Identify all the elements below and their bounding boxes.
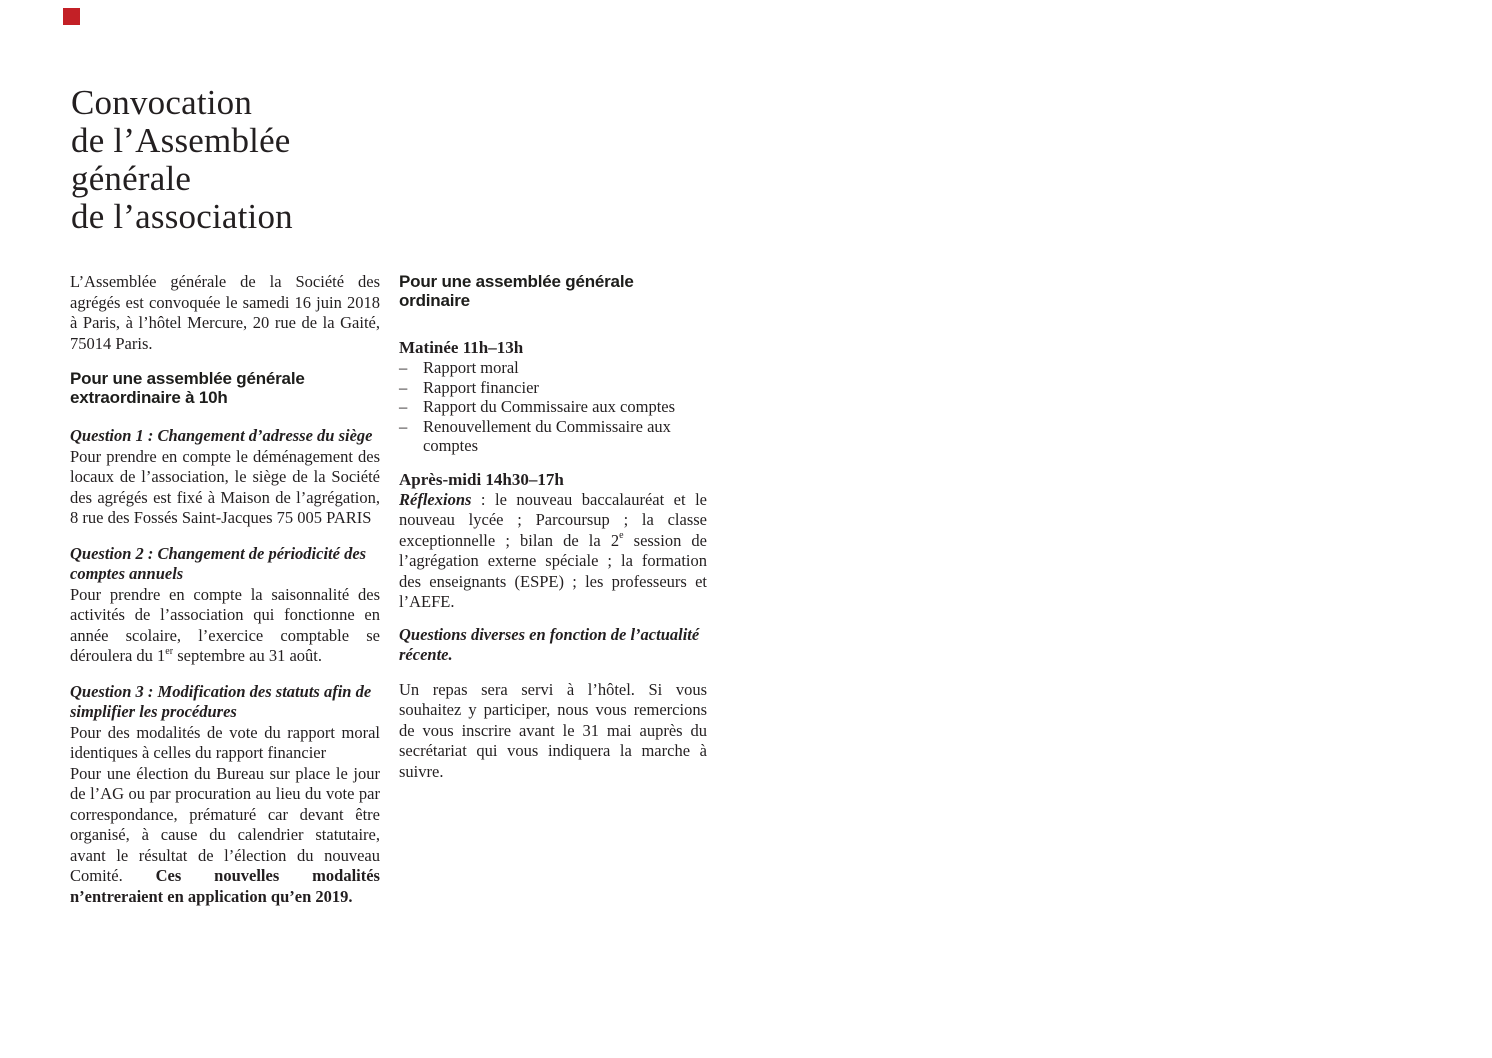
heading-line: ordinaire [399, 291, 470, 310]
agenda-item [399, 358, 707, 378]
afternoon-paragraph [399, 490, 707, 613]
heading-assemblee-ordinaire [399, 272, 707, 310]
question-3-body-text: Pour une élection du Bureau sur place le jour de l’AG ou par procuration au lieu du vote par correspondance, prématuré car devant être organisé, à cause du calendrier statutaire, avant le résultat de l’élection du nouveau Comité. [70, 763, 380, 885]
agenda-item-label: Rapport moral [423, 358, 519, 377]
reflexions-lead: Réflexions [399, 489, 472, 509]
morning-heading: Matinée 11h–13h [399, 338, 524, 357]
agenda-item-label: Renouvellement du Commissaire aux comptes [423, 416, 671, 455]
right-column [399, 272, 707, 922]
dash-bullet: – [399, 358, 408, 377]
left-column [70, 272, 380, 922]
page-title-line: de l’association [71, 197, 293, 236]
question-2-body [70, 585, 380, 667]
question-1-body: Pour prendre en compte le déménagement des locaux de l’association, le siège de la Société des agrégés est fixé à Maison de l’agrégation, 8 rue des Fossés Saint-Jacques 75 005 PARIS [70, 446, 380, 527]
question-2-block [70, 544, 380, 667]
question-3-bold-sentence: Ces nouvelles modalités n’entreraient en application qu’en 2019. [70, 866, 380, 906]
misc-questions-heading: Questions diverses en fonction de l’actualité récente. [399, 624, 700, 664]
ordinal-superscript: e [619, 530, 624, 541]
intro-paragraph: L’Assemblée générale de la Société des agrégés est convoquée le samedi 16 juin 2018 à Paris, à l’hôtel Mercure, 20 rue de la Gaité, 75014 Paris. [70, 272, 380, 353]
question-3-heading: Question 3 : Modification des statuts afin de simplifier les procédures [70, 681, 372, 721]
page-title-line: de l’Assemblée [71, 121, 291, 160]
agenda-item [399, 397, 707, 417]
heading-line: Pour une assemblée générale [399, 272, 634, 291]
agenda-item-label: Rapport du Commissaire aux comptes [423, 397, 676, 416]
question-3-body-paragraph-1: Pour des modalités de vote du rapport moral identiques à celles du rapport financier [70, 722, 380, 762]
heading-line: extraordinaire à 10h [70, 388, 228, 407]
ordinal-superscript: er [165, 645, 174, 657]
question-3-block [70, 682, 380, 908]
afternoon-text: : le nouveau baccalauréat et le nouveau lycée ; Parcoursup ; la classe exceptionnelle ; bilan de la 2 [399, 489, 707, 550]
question-2-heading: Question 2 : Changement de périodicité des comptes annuels [70, 543, 367, 583]
morning-agenda-list [399, 358, 707, 456]
afternoon-heading: Après-midi 14h30–17h [399, 469, 564, 489]
dash-bullet: – [399, 397, 408, 416]
question-1-heading: Question 1 : Changement d’adresse du siège [70, 426, 373, 445]
agenda-item [399, 378, 707, 398]
page-title [71, 84, 293, 236]
page-title-line: générale [71, 159, 192, 198]
dash-bullet: – [399, 377, 408, 397]
page-title-line: Convocation [71, 83, 253, 122]
question-1-block [70, 426, 380, 529]
agenda-item-label: Rapport financier [423, 377, 539, 397]
question-2-body-text: Pour prendre en compte la saisonnalité des activités de l’association qui fonctionne en année scolaire, l’exercice comptable se déroulera du 1 [70, 584, 380, 665]
dash-bullet: – [399, 416, 408, 436]
closing-paragraph: Un repas sera servi à l’hôtel. Si vous souhaitez y participer, nous vous remercions de vous inscrire avant le 31 mai auprès du secrétariat qui vous indiquera la marche à suivre. [399, 679, 707, 781]
agenda-item [399, 417, 707, 456]
afternoon-text: session de l’agrégation externe spéciale ; la formation des enseignants (ESPE) ; les professeurs et l’AEFE. [399, 530, 707, 611]
red-square-marker [63, 8, 80, 25]
heading-line: Pour une assemblée générale [70, 369, 305, 388]
question-3-body-paragraph-2 [70, 764, 380, 908]
question-2-body-text: septembre au 31 août. [173, 646, 322, 665]
content-columns [70, 272, 707, 922]
heading-assemblee-extraordinaire [70, 369, 380, 407]
